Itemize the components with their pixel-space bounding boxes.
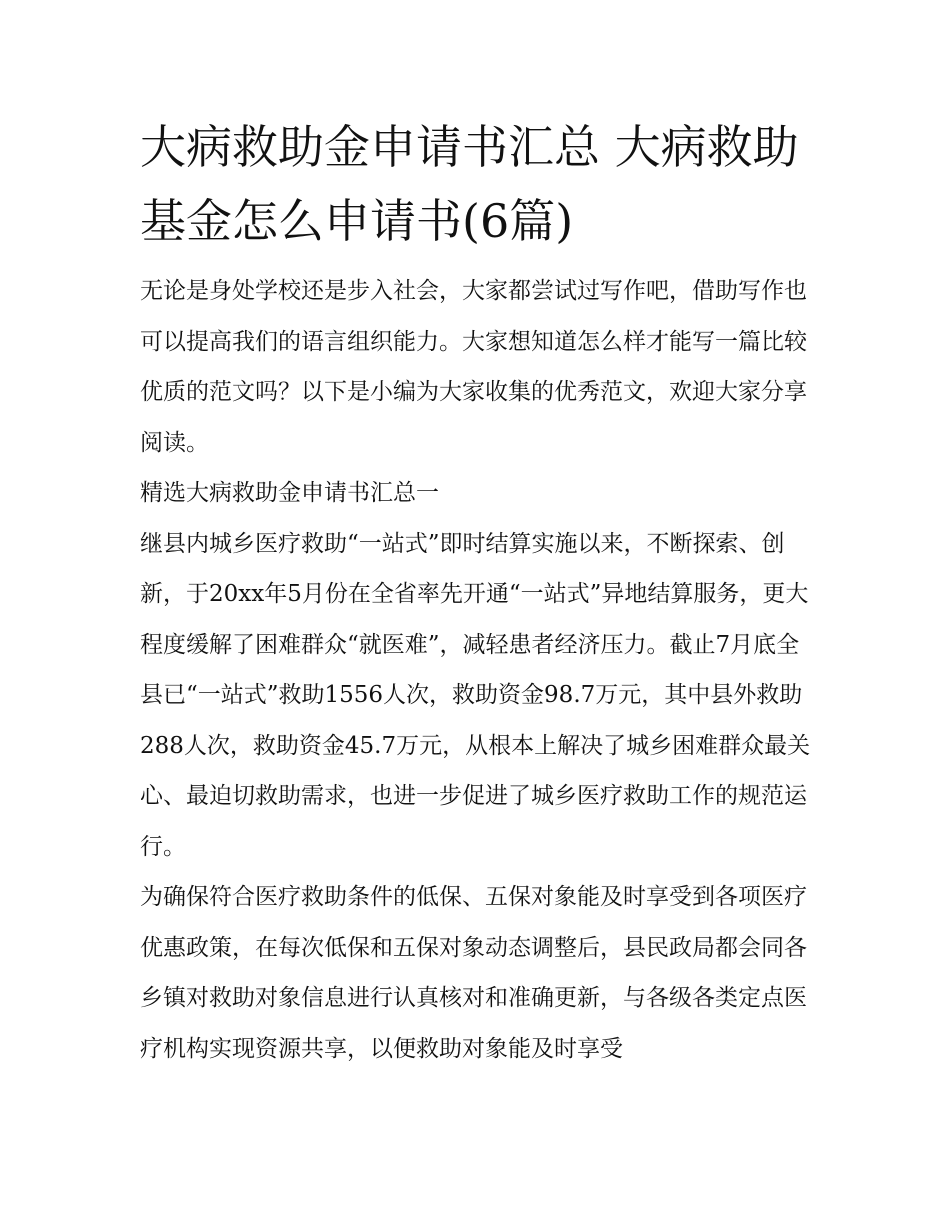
- intro-paragraph: 无论是身处学校还是步入社会，大家都尝试过写作吧，借助写作也可以提高我们的语言组织能力。大家想知道怎么样才能写一篇比较优质的范文吗？以下是小编为大家收集的优秀范文，欢迎大家分享阅读。: [140, 278, 807, 456]
- document-page: [140, 110, 812, 1074]
- document-title: 大病救助金申请书汇总 大病救助基金怎么申请书(6篇): [140, 120, 799, 248]
- body-paragraph-2: 为确保符合医疗救助条件的低保、五保对象能及时享受到各项医疗优惠政策，在每次低保和五保对象动态调整后，县民政局都会同各乡镇对救助对象信息进行认真核对和准确更新，与各级各类定点医疗机构实现资源共享，以便救助对象能及时享受: [140, 884, 807, 1062]
- section-heading: 精选大病救助金申请书汇总一: [140, 480, 439, 506]
- body-paragraph-1: 继县内城乡医疗救助“一站式”即时结算实施以来，不断探索、创新，于20xx年5月份在全省率先开通“一站式”异地结算服务，更大程度缓解了困难群众“就医难”，减轻患者经济压力。截止7月底全县已“一站式”救助1556人次，救助资金98.7万元，其中县外救助288人次，救助资金45.7万元，从根本上解决了城乡困难群众最关心、最迫切救助需求，也进一步促进了城乡医疗救助工作的规范运行。: [140, 530, 811, 860]
